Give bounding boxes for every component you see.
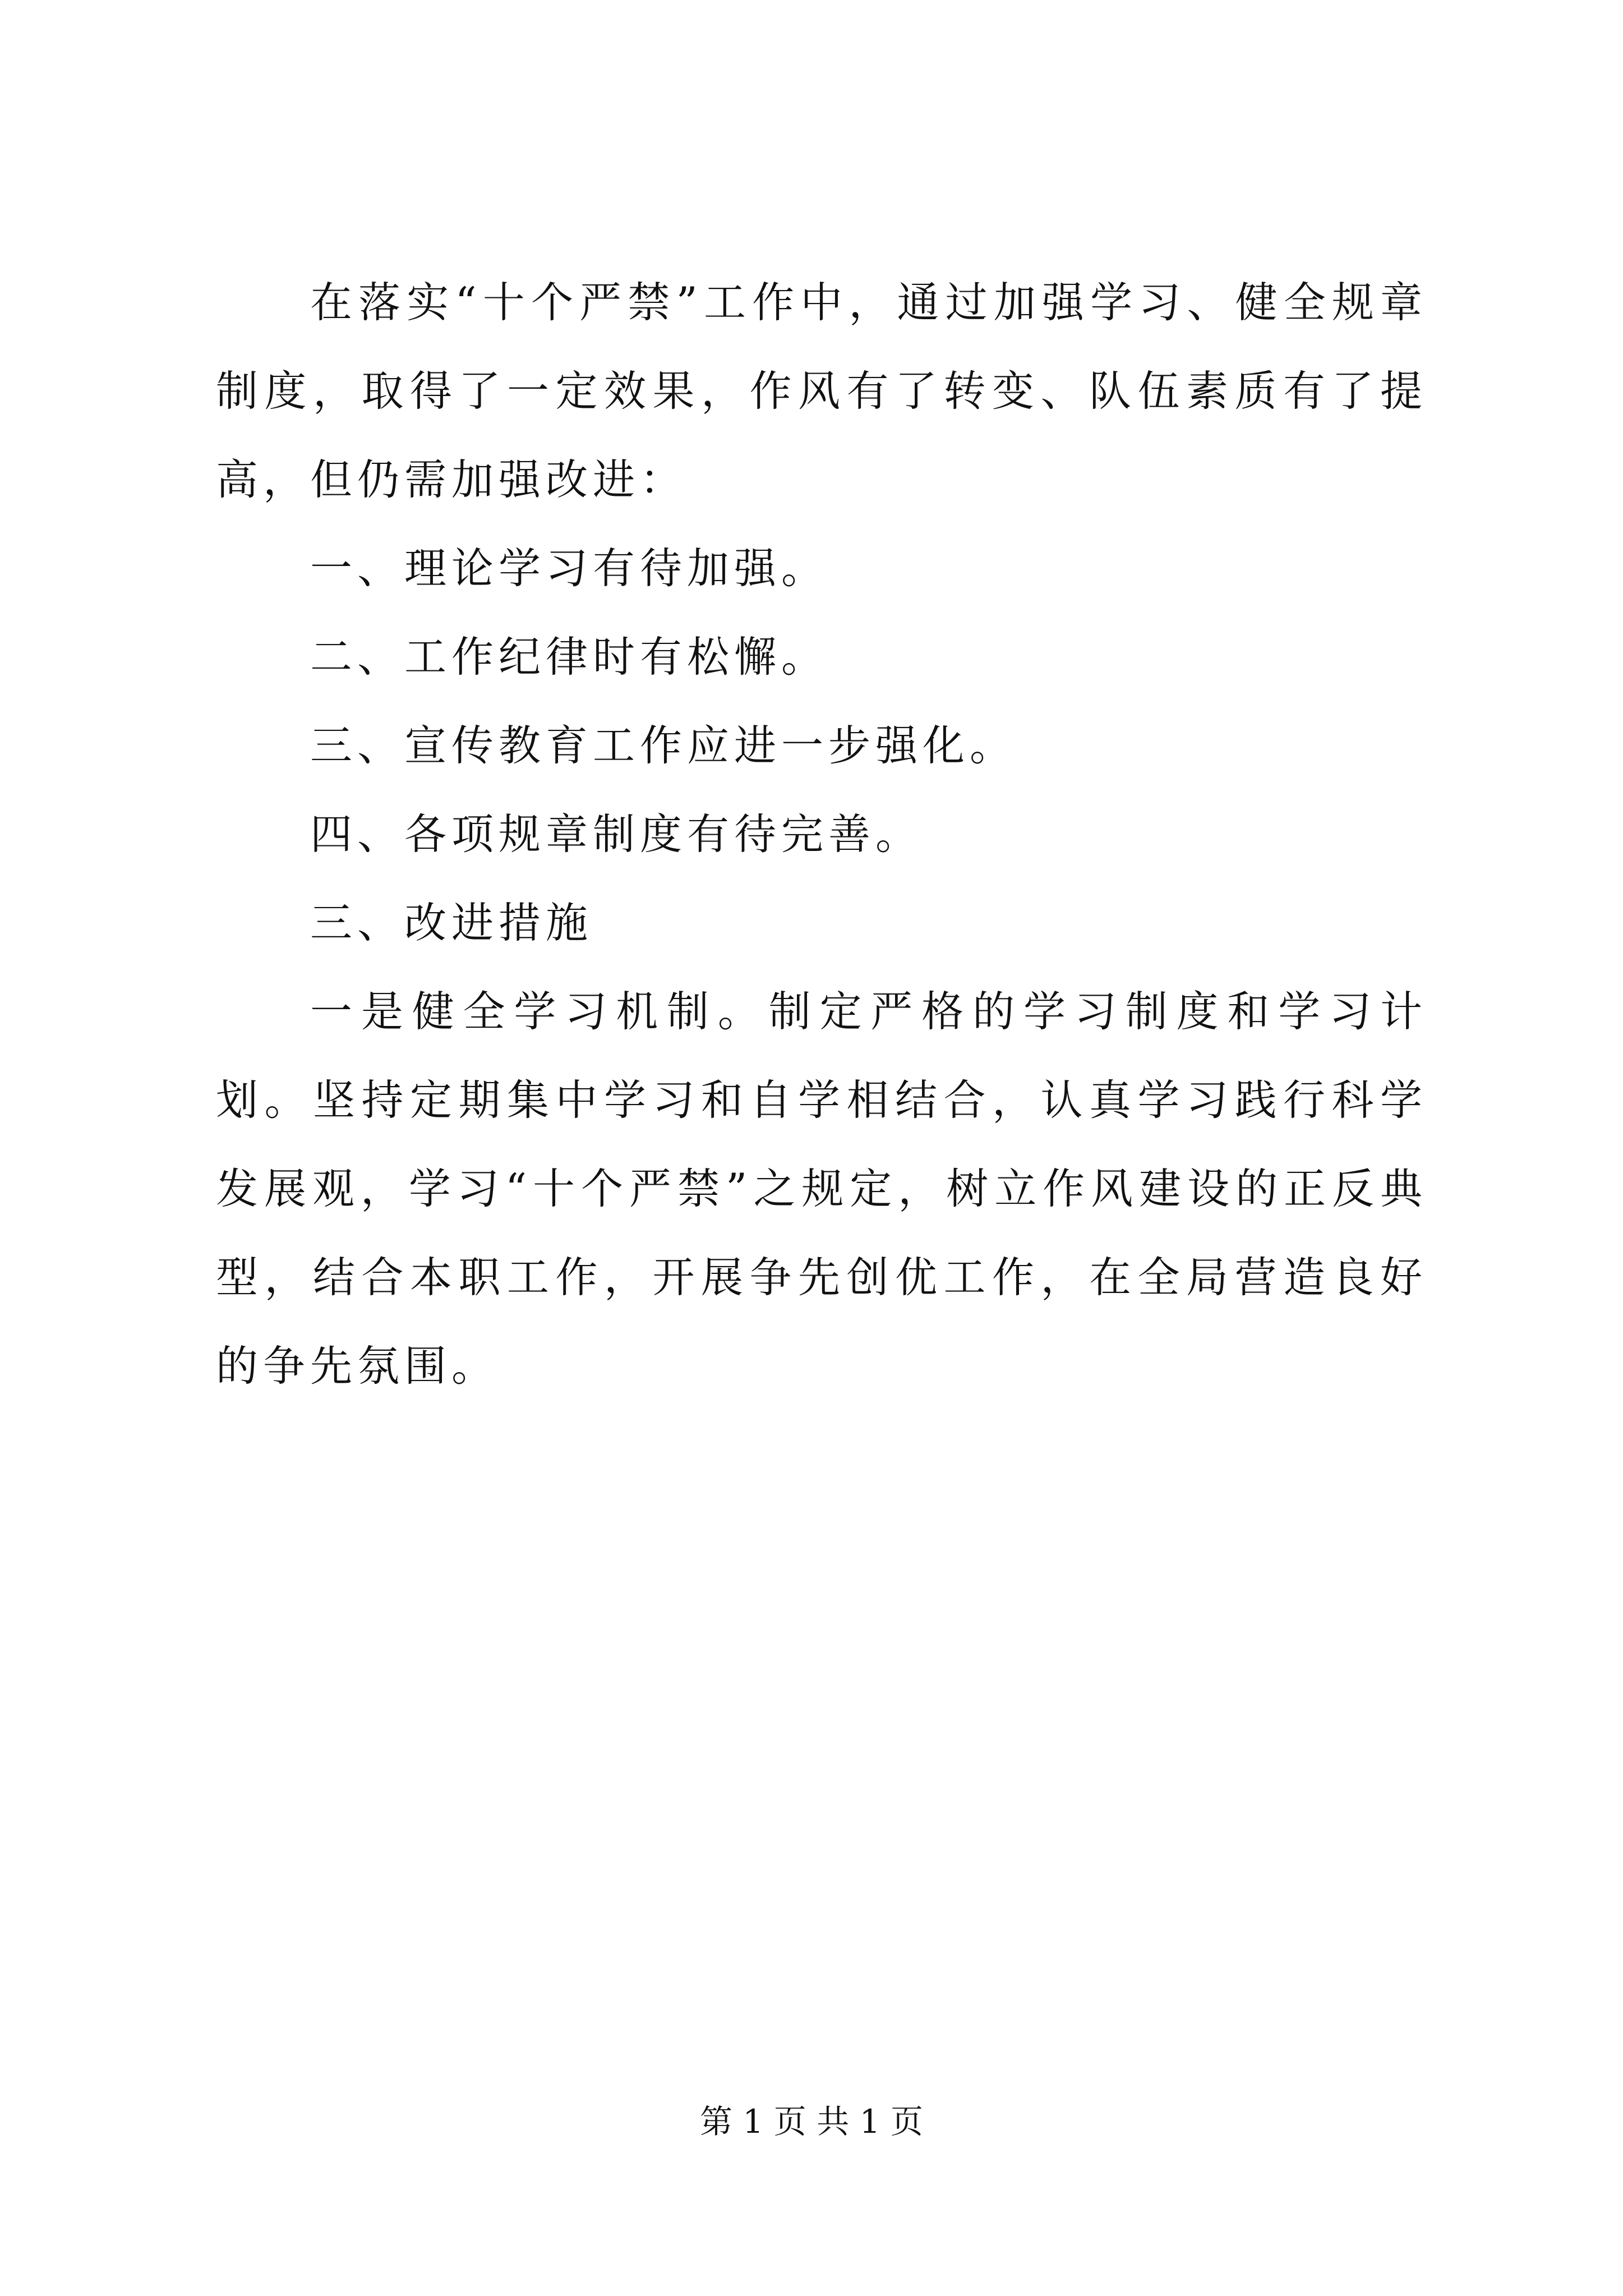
measure-paragraph-1: 一是健全学习机制。制定严格的学习制度和学习计划。坚持定期集中学习和自学相结合，认真学习践行科学发展观，学习“十个严禁”之规定，树立作风建设的正反典型，结合本职工作，开展争先创优工作，在全局营造良好的争先氛围。 <box>216 987 1427 1391</box>
issue-item-3: 三、宣传教育工作应进一步强化。 <box>310 721 1017 770</box>
section-heading-improvements: 三、改进措施 <box>310 898 593 947</box>
issue-item-4: 四、各项规章制度有待完善。 <box>310 809 923 859</box>
issue-item-2: 二、工作纪律时有松懈。 <box>310 632 829 682</box>
issue-item-1: 一、理论学习有待加强。 <box>310 544 829 593</box>
document-body <box>216 258 1427 1410</box>
page-footer: 第 1 页 共 1 页 <box>700 2102 923 2141</box>
intro-paragraph: 在落实“十个严禁”工作中，通过加强学习、健全规章制度，取得了一定效果，作风有了转变、队伍素质有了提高，但仍需加强改进： <box>216 278 1427 504</box>
